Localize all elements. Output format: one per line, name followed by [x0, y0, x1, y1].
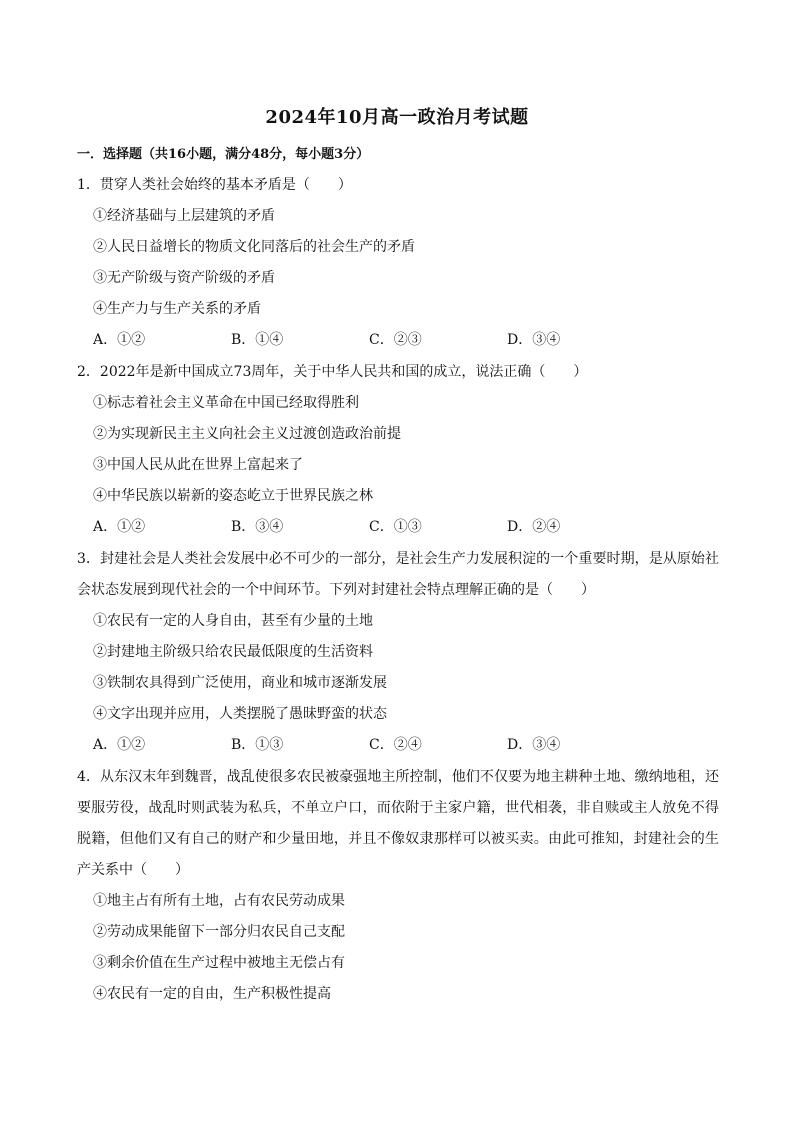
choice-b: B．①③ — [231, 737, 284, 753]
statement-option: ③中国人民从此在世界上富起来了 — [93, 457, 303, 473]
statement-option: ②封建地主阶级只给农民最低限度的生活资料 — [93, 644, 373, 660]
page-title: 2024年10月高一政治月考试题 — [265, 107, 529, 128]
section-heading: 一．选择题（共16小题，满分48分，每小题3分） — [77, 147, 370, 162]
statement-option: ②劳动成果能留下一部分归农民自己支配 — [93, 924, 345, 940]
statement-option: ②人民日益增长的物质文化同落后的社会生产的矛盾 — [93, 239, 415, 255]
question-1 — [77, 170, 719, 356]
choice-c: C．②③ — [369, 332, 422, 348]
question-stem: 3．封建社会是人类社会发展中必不可少的一部分，是社会生产力发展积淀的一个重要时期，是从原始社会状态发展到现代社会的一个中间环节。下列对封建社会特点理解正确的是（ ） — [77, 551, 719, 598]
statement-option: ③铁制农具得到广泛使用，商业和城市逐渐发展 — [93, 675, 387, 691]
statement-option: ③无产阶级与资产阶级的矛盾 — [93, 270, 275, 286]
statement-option: ①标志着社会主义革命在中国已经取得胜利 — [93, 395, 359, 411]
statement-option: ①农民有一定的人身自由，甚至有少量的土地 — [93, 613, 373, 629]
statement-option: ④农民有一定的自由，生产积极性提高 — [93, 986, 331, 1002]
statement-option: ③剩余价值在生产过程中被地主无偿占有 — [93, 955, 345, 971]
statement-option: ①经济基础与上层建筑的矛盾 — [93, 208, 275, 224]
statement-option: ①地主占有所有土地，占有农民劳动成果 — [93, 893, 345, 909]
choice-a: A．①② — [93, 737, 146, 753]
statement-option: ④中华民族以崭新的姿态屹立于世界民族之林 — [93, 488, 373, 504]
choice-a: A．①② — [93, 519, 146, 535]
statement-option: ④生产力与生产关系的矛盾 — [93, 301, 261, 317]
answer-choices — [77, 325, 719, 356]
answer-choices — [77, 512, 719, 543]
choice-d: D．③④ — [507, 332, 561, 348]
question-3 — [77, 544, 719, 761]
choice-c: C．①③ — [369, 519, 422, 535]
statement-option: ④文字出现并应用，人类摆脱了愚昧野蛮的状态 — [93, 706, 387, 722]
choice-d: D．③④ — [507, 737, 561, 753]
question-stem: 2．2022年是新中国成立73周年，关于中华人民共和国的成立，说法正确（ ） — [77, 364, 588, 380]
statement-option: ②为实现新民主主义向社会主义过渡创造政治前提 — [93, 426, 401, 442]
question-4 — [77, 762, 719, 1010]
choice-a: A．①② — [93, 332, 146, 348]
choice-b: B．①④ — [231, 332, 284, 348]
answer-choices — [77, 730, 719, 761]
choice-c: C．②④ — [369, 737, 422, 753]
question-2 — [77, 357, 719, 543]
choice-d: D．②④ — [507, 519, 561, 535]
question-stem: 1．贯穿人类社会始终的基本矛盾是（ ） — [77, 177, 352, 193]
question-stem: 4．从东汉末年到魏晋，战乱使很多农民被豪强地主所控制，他们不仅要为地主耕种土地、缴纳地租，还要服劳役，战乱时则武装为私兵，不单立户口，而依附于主家户籍，世代相袭，非自赎或主人放免不得脱籍，但他们又有自己的财产和少量田地，并且不像奴隶那样可以被买卖。由此可推知，封建社会的生产关系中（ ） — [77, 769, 719, 878]
choice-b: B．③④ — [231, 519, 284, 535]
